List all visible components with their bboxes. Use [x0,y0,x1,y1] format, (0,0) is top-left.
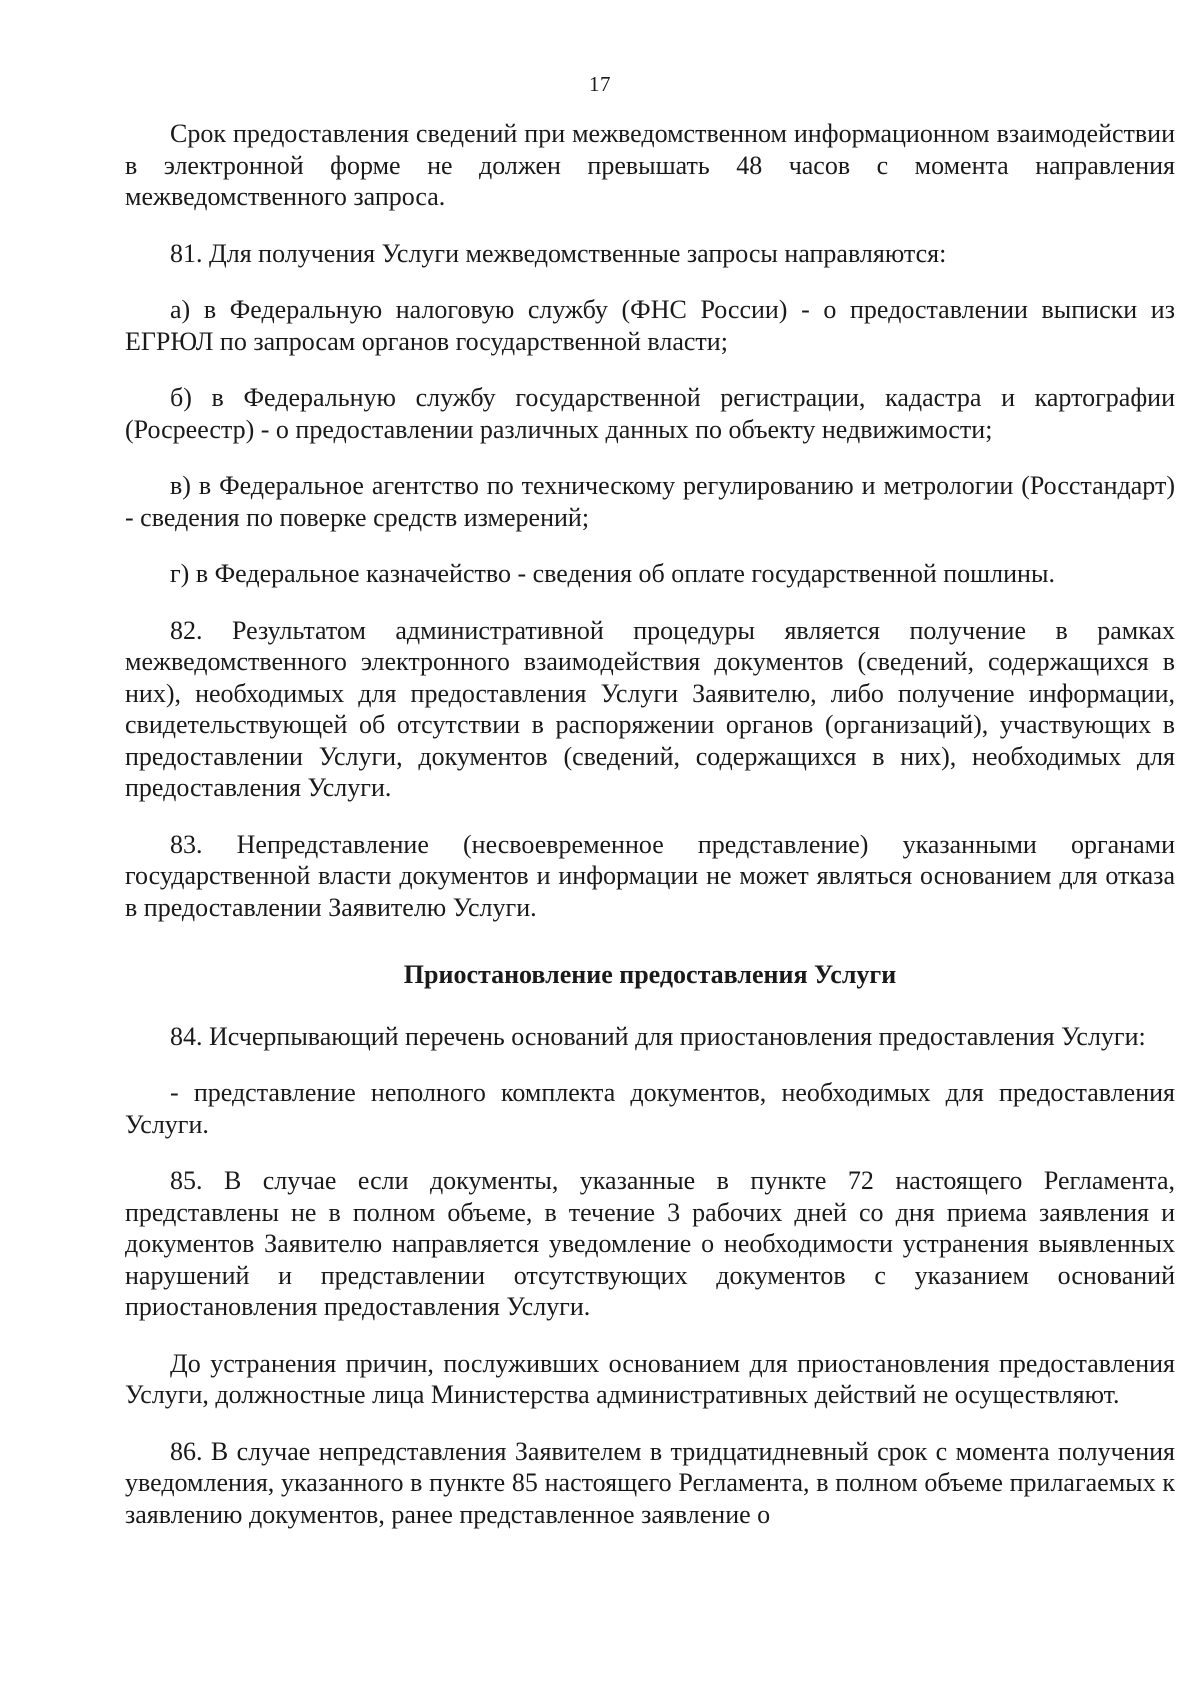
paragraph-81-v: в) в Федеральное агентство по техническому регулированию и метрологии (Росстандарт) - сведения по поверке средств измерений; [125,471,1175,532]
paragraph-85-continuation: До устранения причин, послуживших основанием для приостановления предоставления Услуги, должностные лица Министерства административных действий не осуществляют. [125,1348,1175,1409]
section-heading-suspension: Приостановление предоставления Услуги [403,960,897,989]
paragraph-81-b: б) в Федеральную службу государственной регистрации, кадастра и картографии (Росреестр) - о предоставлении различных данных по объекту недвижимости; [125,383,1175,444]
paragraph-84-item: - представление неполного комплекта документов, необходимых для предоставления Услуги. [125,1078,1175,1139]
paragraph-84: 84. Исчерпывающий перечень оснований для приостановления предоставления Услуги: [170,1021,1146,1051]
paragraph-86: 86. В случае непредставления Заявителем в тридцатидневный срок с момента получения уведомления, указанного в пункте 85 настоящего Регламента, в полном объеме прилагаемых к заявлению документов, ранее представленное заявление о [125,1436,1175,1529]
paragraph-82: 82. Результатом административной процедуры является получение в рамках межведомственного электронного взаимодействия документов (сведений, содержащихся в них), необходимых для предоставления Услуги Заявителю, либо получение информации, свидетельствующей об отсутствии в распоряжении органов (организаций), участвующих в предоставлении Услуги, документов (сведений, содержащихся в них), необходимых для предоставления Услуги. [125,615,1175,802]
paragraph-81-a: а) в Федеральную налоговую службу (ФНС России) - о предоставлении выписки из ЕГРЮЛ по запросам органов государственной власти; [125,295,1175,356]
paragraph-request-deadline: Срок предоставления сведений при межведомственном информационном взаимодействии в электронной форме не должен превышать 48 часов с момента направления межведомственного запроса. [125,119,1175,211]
paragraph-83: 83. Непредставление (несвоевременное представление) указанными органами государственной власти документов и информации не может являться основанием для отказа в предоставлении Заявителю Услуги. [125,829,1175,922]
paragraph-85: 85. В случае если документы, указанные в пункте 72 настоящего Регламента, представлены не в полном объеме, в течение 3 рабочих дней со дня приема заявления и документов Заявителю направляется уведомление о необходимости устранения выявленных нарушений и представлении отсутствующих документов с указанием оснований приостановления предоставления Услуги. [125,1166,1175,1321]
paragraph-81-g: г) в Федеральное казначейство - сведения об оплате государственной пошлины. [170,559,1055,588]
page-number: 17 [589,72,611,96]
paragraph-81: 81. Для получения Услуги межведомственные запросы направляются: [170,238,947,268]
document-body [125,118,1175,1530]
